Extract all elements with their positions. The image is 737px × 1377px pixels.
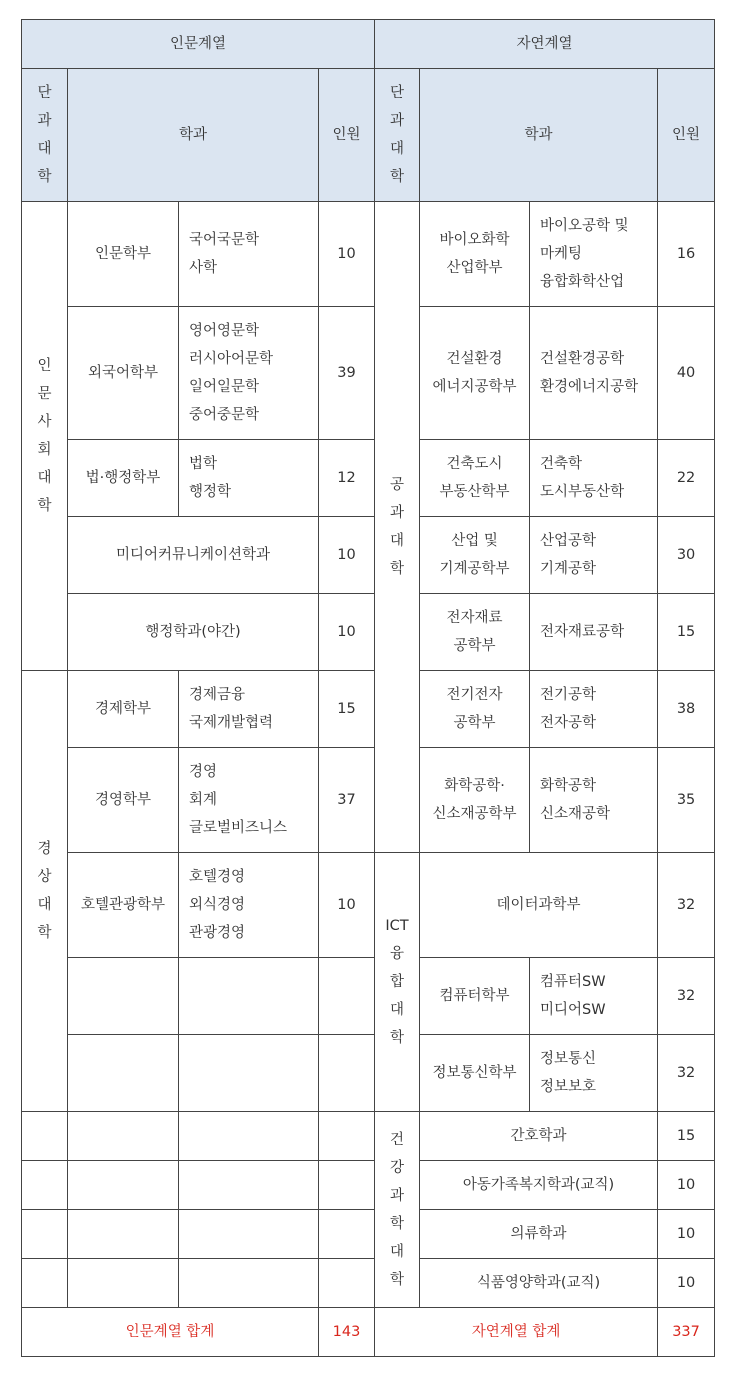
quota-cell: 10	[319, 517, 375, 594]
empty-cell	[179, 1035, 319, 1112]
quota-cell: 15	[658, 1112, 715, 1161]
quota-cell: 30	[658, 517, 715, 594]
natural-header: 자연계열	[375, 20, 715, 69]
quota-cell: 16	[658, 202, 715, 307]
empty-cell	[319, 958, 375, 1035]
empty-cell	[22, 1112, 68, 1161]
quota-cell: 39	[319, 307, 375, 440]
empty-cell	[68, 958, 179, 1035]
college-header-left: 단 과 대 학	[22, 69, 68, 202]
empty-cell	[22, 1259, 68, 1308]
empty-cell	[179, 958, 319, 1035]
school-cell: 식품영양학과(교직)	[420, 1259, 658, 1308]
school-cell: 바이오화학 산업학부	[420, 202, 530, 307]
school-cell: 외국어학부	[68, 307, 179, 440]
quota-cell: 12	[319, 440, 375, 517]
majors-cell: 전기공학 전자공학	[530, 671, 658, 748]
majors-cell: 정보통신 정보보호	[530, 1035, 658, 1112]
quota-cell: 10	[319, 202, 375, 307]
school-cell: 아동가족복지학과(교직)	[420, 1161, 658, 1210]
college-engineering: 공 과 대 학	[375, 202, 420, 853]
dept-header-left: 학과	[68, 69, 319, 202]
admission-quota-table	[21, 19, 715, 1357]
quota-cell: 37	[319, 748, 375, 853]
quota-cell: 40	[658, 307, 715, 440]
quota-cell: 32	[658, 958, 715, 1035]
school-cell: 의류학과	[420, 1210, 658, 1259]
quota-cell: 10	[658, 1210, 715, 1259]
empty-cell	[68, 1259, 179, 1308]
quota-cell: 10	[658, 1259, 715, 1308]
majors-cell: 경영 회계 글로벌비즈니스	[179, 748, 319, 853]
college-header-right: 단 과 대 학	[375, 69, 420, 202]
school-cell: 행정학과(야간)	[68, 594, 319, 671]
majors-cell: 산업공학 기계공학	[530, 517, 658, 594]
empty-cell	[179, 1259, 319, 1308]
majors-cell: 경제금융 국제개발협력	[179, 671, 319, 748]
majors-cell: 건설환경공학 환경에너지공학	[530, 307, 658, 440]
dept-header-right: 학과	[420, 69, 658, 202]
school-cell: 호텔관광학부	[68, 853, 179, 958]
college-health-science: 건 강 과 학 대 학	[375, 1112, 420, 1308]
majors-cell: 영어영문학 러시아어문학 일어일문학 중어중문학	[179, 307, 319, 440]
quota-cell: 35	[658, 748, 715, 853]
majors-cell: 컴퓨터SW 미디어SW	[530, 958, 658, 1035]
college-ict: ICT 융 합 대 학	[375, 853, 420, 1112]
empty-cell	[179, 1210, 319, 1259]
empty-cell	[319, 1035, 375, 1112]
humanities-header: 인문계열	[22, 20, 375, 69]
empty-cell	[179, 1112, 319, 1161]
quota-cell: 10	[319, 594, 375, 671]
natural-total-value: 337	[658, 1308, 715, 1357]
school-cell: 전자재료 공학부	[420, 594, 530, 671]
school-cell: 건설환경 에너지공학부	[420, 307, 530, 440]
quota-cell: 32	[658, 1035, 715, 1112]
school-cell: 건축도시 부동산학부	[420, 440, 530, 517]
quota-cell: 10	[319, 853, 375, 958]
school-cell: 간호학과	[420, 1112, 658, 1161]
school-cell: 전기전자 공학부	[420, 671, 530, 748]
quota-cell: 10	[658, 1161, 715, 1210]
majors-cell: 호텔경영 외식경영 관광경영	[179, 853, 319, 958]
school-cell: 화학공학· 신소재공학부	[420, 748, 530, 853]
quota-header-right: 인원	[658, 69, 715, 202]
quota-header-left: 인원	[319, 69, 375, 202]
school-cell: 인문학부	[68, 202, 179, 307]
school-cell: 미디어커뮤니케이션학과	[68, 517, 319, 594]
empty-cell	[22, 1161, 68, 1210]
empty-cell	[68, 1112, 179, 1161]
empty-cell	[319, 1112, 375, 1161]
quota-cell: 38	[658, 671, 715, 748]
majors-cell: 화학공학 신소재공학	[530, 748, 658, 853]
empty-cell	[68, 1210, 179, 1259]
school-cell: 컴퓨터학부	[420, 958, 530, 1035]
quota-cell: 22	[658, 440, 715, 517]
college-business: 경 상 대 학	[22, 671, 68, 1112]
school-cell: 정보통신학부	[420, 1035, 530, 1112]
empty-cell	[319, 1259, 375, 1308]
majors-cell: 바이오공학 및 마케팅 융합화학산업	[530, 202, 658, 307]
quota-cell: 15	[658, 594, 715, 671]
natural-total-label: 자연계열 합계	[375, 1308, 658, 1357]
majors-cell: 법학 행정학	[179, 440, 319, 517]
quota-cell: 32	[658, 853, 715, 958]
empty-cell	[319, 1161, 375, 1210]
school-cell: 산업 및 기계공학부	[420, 517, 530, 594]
majors-cell: 전자재료공학	[530, 594, 658, 671]
empty-cell	[22, 1210, 68, 1259]
college-humanities-social: 인 문 사 회 대 학	[22, 202, 68, 671]
humanities-total-label: 인문계열 합계	[22, 1308, 319, 1357]
school-cell: 데이터과학부	[420, 853, 658, 958]
empty-cell	[179, 1161, 319, 1210]
school-cell: 경영학부	[68, 748, 179, 853]
empty-cell	[68, 1035, 179, 1112]
empty-cell	[68, 1161, 179, 1210]
majors-cell: 국어국문학 사학	[179, 202, 319, 307]
majors-cell: 건축학 도시부동산학	[530, 440, 658, 517]
school-cell: 경제학부	[68, 671, 179, 748]
school-cell: 법·행정학부	[68, 440, 179, 517]
empty-cell	[319, 1210, 375, 1259]
quota-cell: 15	[319, 671, 375, 748]
humanities-total-value: 143	[319, 1308, 375, 1357]
